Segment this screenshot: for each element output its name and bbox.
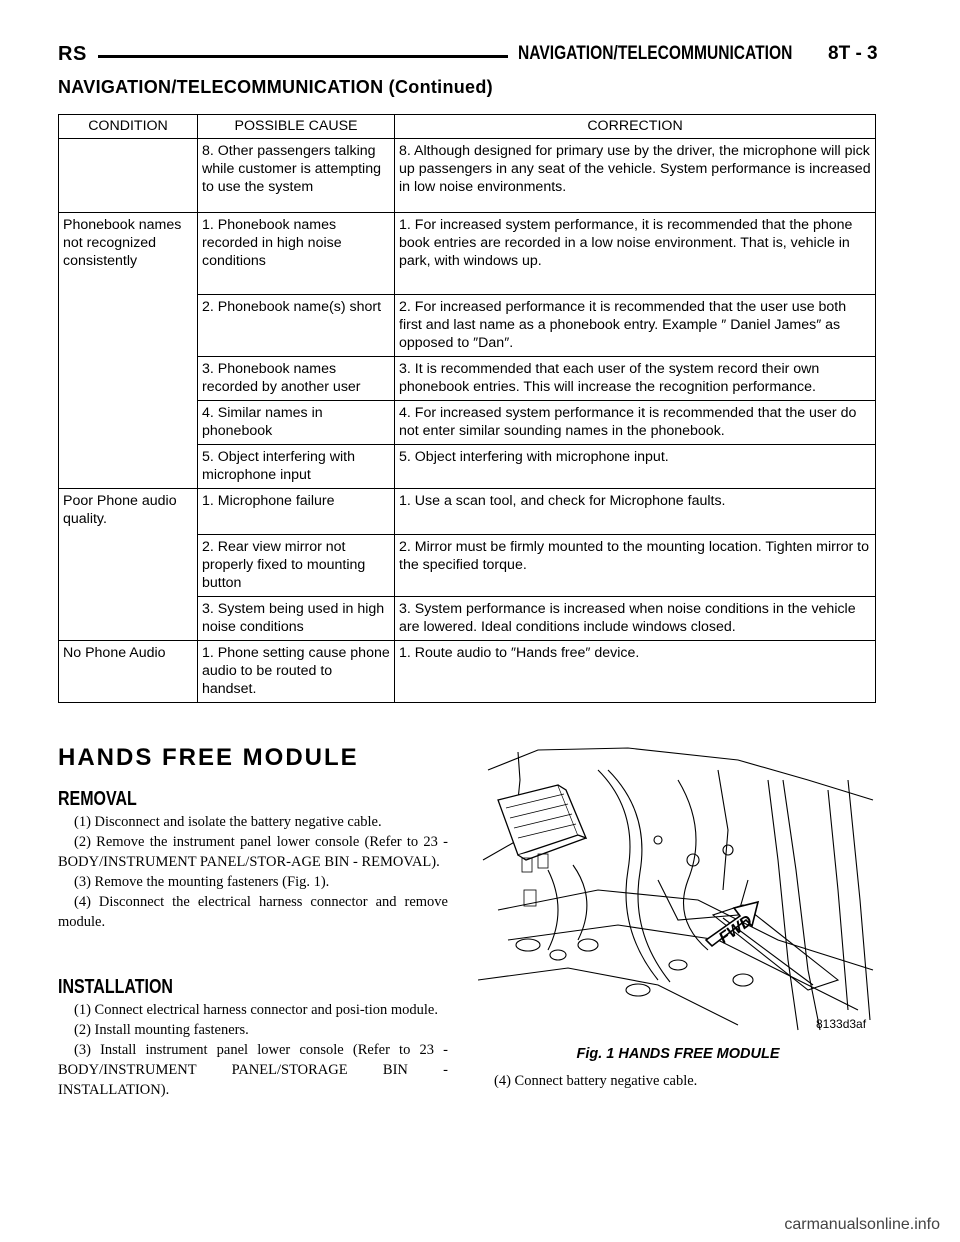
installation-step: (4) Connect battery negative cable.	[494, 1073, 698, 1089]
cell-condition: Phonebook names not recognized consistently	[59, 213, 198, 295]
continued-title: NAVIGATION/TELECOMMUNICATION (Continued)	[58, 77, 493, 97]
cell-condition	[59, 535, 198, 597]
header-page-number: 8T - 3	[828, 43, 878, 64]
table-row	[59, 489, 876, 535]
cell-condition: No Phone Audio	[59, 641, 198, 703]
installation-step: (1) Connect electrical harness connector and posi-tion module.	[74, 1002, 438, 1018]
cell-correction: 3. System performance is increased when noise conditions in the vehicle are lowered. Ideal conditions include windows closed.	[395, 597, 876, 641]
cell-cause: 4. Similar names in phonebook	[198, 401, 395, 445]
cell-correction: 2. For increased performance it is recommended that the user use both first and last name as a phonebook entry. Example ″ Daniel James″ as opposed to ″Dan″.	[395, 295, 876, 357]
table-row	[59, 357, 876, 401]
installation-step: (2) Install mounting fasteners.	[74, 1022, 249, 1038]
cell-correction: 5. Object interfering with microphone input.	[395, 445, 876, 489]
cell-condition	[59, 139, 198, 213]
header-rs: RS	[58, 43, 87, 65]
installation-continued	[478, 1073, 878, 1090]
cell-cause: 8. Other passengers talking while customer is attempting to use the system	[198, 139, 395, 213]
cell-condition: Poor Phone audio quality.	[59, 489, 198, 535]
removal-step: (4) Disconnect the electrical harness connector and remove module.	[58, 894, 448, 930]
cell-condition	[59, 445, 198, 489]
installation-heading: INSTALLATION	[58, 976, 173, 998]
section-title: HANDS FREE MODULE	[58, 744, 359, 771]
header-rule	[98, 55, 508, 58]
cell-correction: 4. For increased system performance it is recommended that the user do not enter similar sounding names in the phonebook.	[395, 401, 876, 445]
cell-cause: 1. Phone setting cause phone audio to be routed to handset.	[198, 641, 395, 703]
cell-condition	[59, 295, 198, 357]
watermark: carmanualsonline.info	[784, 1216, 940, 1233]
cell-condition	[59, 597, 198, 641]
figure-code: 8133d3af	[816, 1017, 867, 1031]
cell-cause: 2. Phonebook name(s) short	[198, 295, 395, 357]
table-row	[59, 641, 876, 703]
removal-steps	[58, 812, 448, 932]
cell-cause: 5. Object interfering with microphone input	[198, 445, 395, 489]
figure-hands-free-module	[478, 740, 878, 1032]
header-possible-cause: POSSIBLE CAUSE	[198, 115, 395, 139]
cell-cause: 3. System being used in high noise conditions	[198, 597, 395, 641]
cell-correction: 1. Use a scan tool, and check for Microphone faults.	[395, 489, 876, 535]
installation-step: (3) Install instrument panel lower console (Refer to 23 - BODY/INSTRUMENT PANEL/STORAGE BIN - INSTALLATION).	[58, 1042, 448, 1098]
table-row	[59, 597, 876, 641]
removal-step: (2) Remove the instrument panel lower console (Refer to 23 - BODY/INSTRUMENT PANEL/STOR-AGE BIN - REMOVAL).	[58, 834, 448, 870]
header-section: NAVIGATION/TELECOMMUNICATION	[518, 43, 793, 64]
cell-correction: 3. It is recommended that each user of the system record their own phonebook entries. This will increase the recognition performance.	[395, 357, 876, 401]
cell-cause: 2. Rear view mirror not properly fixed to mounting button	[198, 535, 395, 597]
removal-step: (3) Remove the mounting fasteners (Fig. 1).	[74, 874, 330, 890]
figure-caption: Fig. 1 HANDS FREE MODULE	[576, 1046, 780, 1062]
installation-steps	[58, 1000, 448, 1100]
cell-correction: 1. For increased system performance, it is recommended that the phone book entries are recorded in a low noise environment. That is, vehicle in park, with windows up.	[395, 213, 876, 295]
table-header-row	[59, 115, 876, 139]
header-correction: CORRECTION	[395, 115, 876, 139]
cell-condition	[59, 401, 198, 445]
header-condition: CONDITION	[59, 115, 198, 139]
cell-cause: 1. Microphone failure	[198, 489, 395, 535]
table-row	[59, 535, 876, 597]
cell-condition	[59, 357, 198, 401]
table-row	[59, 445, 876, 489]
cell-cause: 1. Phonebook names recorded in high noise conditions	[198, 213, 395, 295]
cell-correction: 8. Although designed for primary use by the driver, the microphone will pick up passengers in any seat of the vehicle. System performance is increased in low noise environments.	[395, 139, 876, 213]
table-row	[59, 139, 876, 213]
table-row	[59, 295, 876, 357]
table-row	[59, 401, 876, 445]
removal-heading: REMOVAL	[58, 788, 137, 810]
module-illustration	[478, 740, 878, 1032]
cell-correction: 2. Mirror must be firmly mounted to the mounting location. Tighten mirror to the specified torque.	[395, 535, 876, 597]
fwd-label: FWD	[716, 912, 756, 948]
cell-correction: 1. Route audio to ″Hands free″ device.	[395, 641, 876, 703]
cell-cause: 3. Phonebook names recorded by another user	[198, 357, 395, 401]
table-row	[59, 213, 876, 295]
removal-step: (1) Disconnect and isolate the battery negative cable.	[74, 814, 382, 830]
diagnosis-table	[58, 114, 876, 703]
